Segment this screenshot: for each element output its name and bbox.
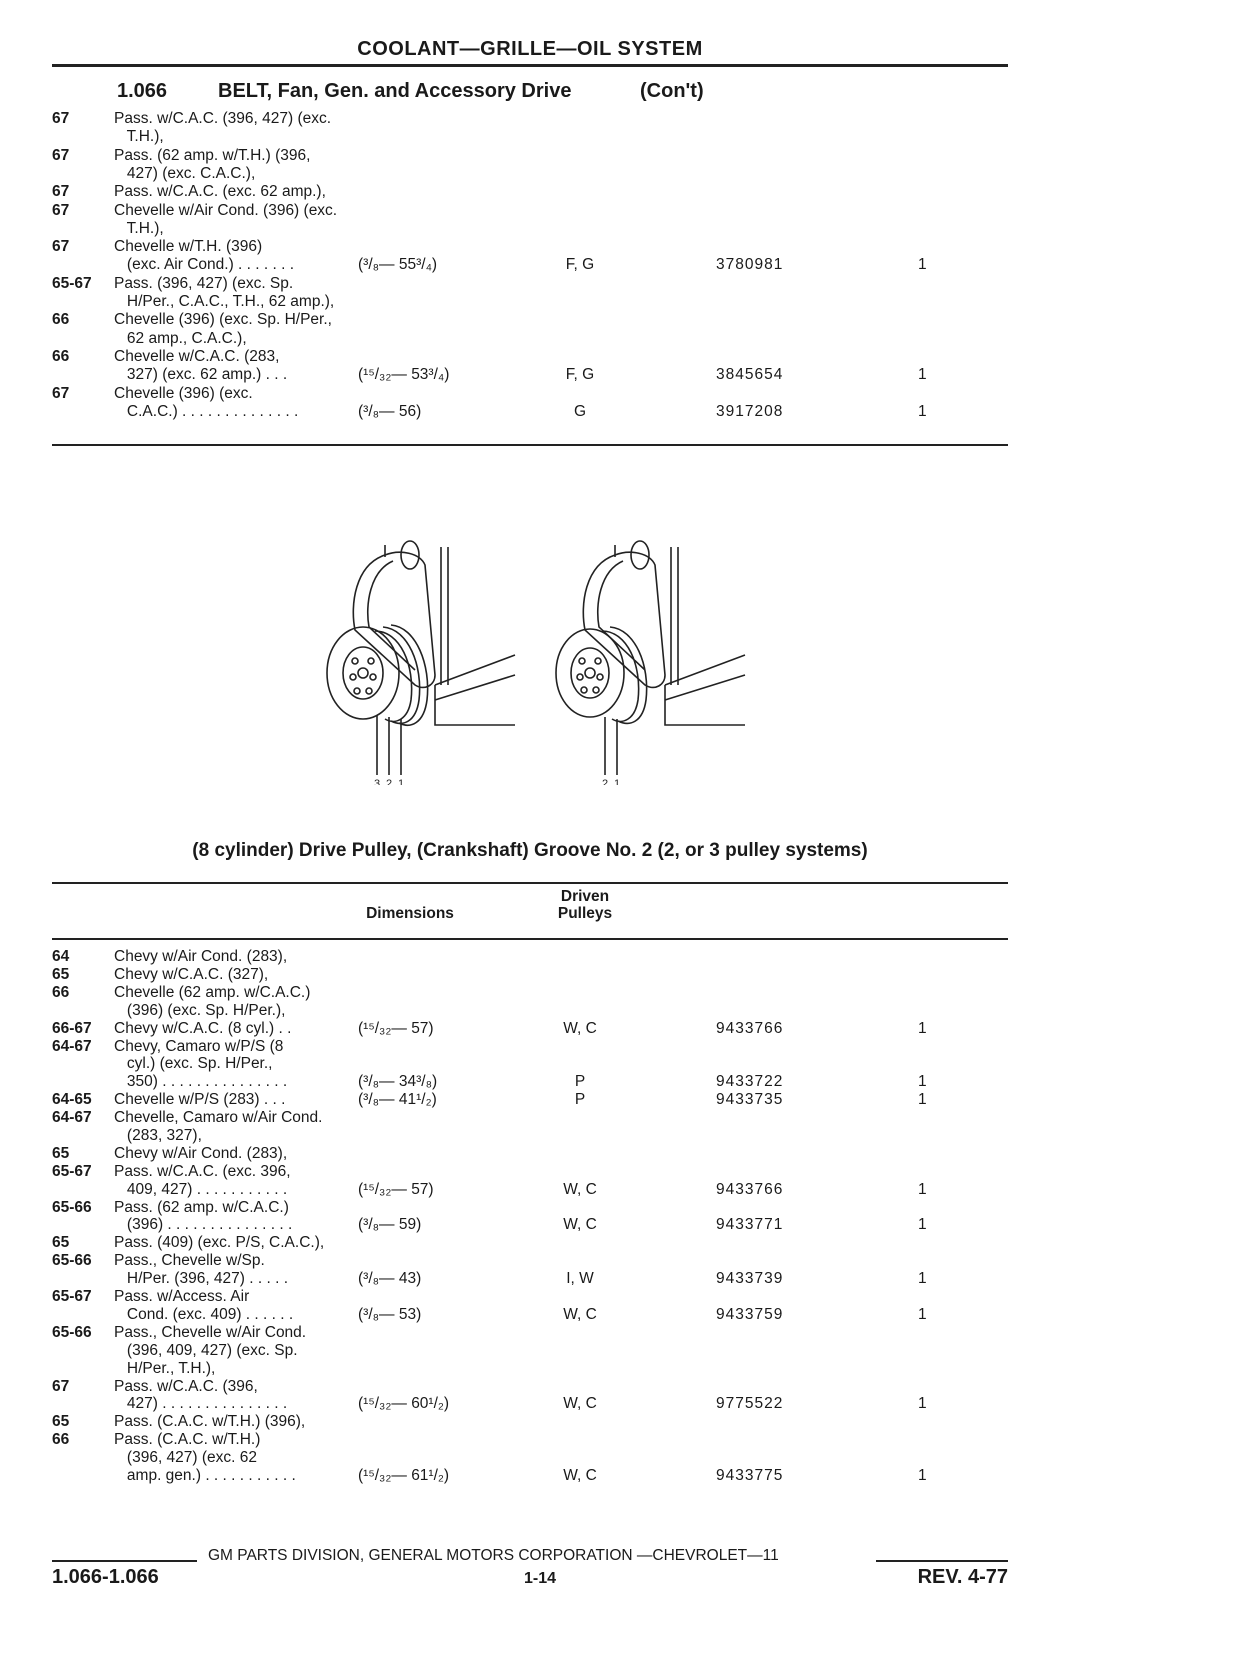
driven-pulleys: W, C [563, 1180, 597, 1198]
application-description: Pass. w/C.A.C. (exc. 396, [114, 1162, 291, 1180]
footer-rule-right [876, 1560, 1008, 1562]
application-description: Chevelle w/P/S (283) . . . [114, 1091, 286, 1109]
quantity: 1 [918, 1270, 927, 1288]
application-description: H/Per., C.A.C., T.H., 62 amp.), [114, 292, 335, 310]
two-pulley-drawing [556, 541, 745, 775]
model-year: 65-67 [52, 274, 92, 292]
driven-pulleys: W, C [563, 1019, 597, 1037]
model-year: 67 [52, 201, 70, 219]
application-description: 350) . . . . . . . . . . . . . . . [114, 1073, 288, 1091]
application-description: Pass. w/C.A.C. (396, 427) (exc. [114, 110, 332, 127]
column-header-dimensions: Dimensions [366, 905, 454, 922]
driven-pulleys: P [574, 1073, 586, 1091]
application-description: Chevy w/Air Cond. (283), [114, 1144, 288, 1162]
part-number: 9433766 [716, 1180, 784, 1198]
model-year: 66 [52, 1431, 70, 1449]
model-year: 64-65 [52, 1091, 92, 1109]
application-description: Pass. (C.A.C. w/T.H.) (396), [114, 1413, 306, 1431]
section-continued: (Con't) [640, 80, 704, 102]
dimensions: (¹⁵/₃₂— 57) [358, 1019, 434, 1037]
application-description: 427) . . . . . . . . . . . . . . . [114, 1395, 288, 1413]
model-year: 65-66 [52, 1323, 92, 1341]
part-number: 9775522 [716, 1395, 784, 1413]
application-description: Pass. (C.A.C. w/T.H.) [114, 1431, 261, 1449]
column-header-pulleys: Pulleys [557, 905, 613, 922]
part-number: 9433739 [716, 1270, 784, 1288]
quantity: 1 [918, 1180, 927, 1198]
application-description: Cond. (exc. 409) . . . . . . [114, 1305, 294, 1323]
application-description: C.A.C.) . . . . . . . . . . . . . . [114, 402, 299, 420]
dimensions: (³/₈— 53) [358, 1305, 422, 1323]
part-number: 3917208 [716, 402, 784, 420]
application-description: Chevelle (62 amp. w/C.A.C.) [114, 983, 311, 1001]
model-year: 65 [52, 965, 70, 983]
dimensions: (¹⁵/₃₂— 60¹/₂) [358, 1395, 450, 1413]
part-number: 3845654 [716, 366, 784, 384]
subsection-rule [52, 882, 1008, 884]
application-description: Chevelle w/C.A.C. (283, [114, 347, 280, 365]
quantity: 1 [918, 1216, 927, 1234]
part-number: 9433771 [716, 1216, 784, 1234]
quantity: 1 [918, 1305, 927, 1323]
model-year: 64 [52, 948, 70, 965]
column-header-rule [52, 938, 1008, 940]
driven-pulleys: F, G [565, 366, 595, 384]
fig-label: 1 [614, 778, 621, 785]
model-year: 64-67 [52, 1037, 92, 1055]
model-year: 65 [52, 1413, 70, 1431]
application-description: T.H.), [114, 128, 164, 146]
footer-division: GM PARTS DIVISION, GENERAL MOTORS CORPORATION —CHEVROLET—11 [208, 1547, 779, 1564]
part-number: 3780981 [716, 256, 784, 274]
application-description: cyl.) (exc. Sp. H/Per., [114, 1055, 273, 1073]
application-description: 427) (exc. C.A.C.), [114, 164, 256, 182]
model-year: 66 [52, 983, 70, 1001]
application-description: (396) (exc. Sp. H/Per.), [114, 1001, 286, 1019]
driven-pulleys: W, C [563, 1216, 597, 1234]
application-description: (396, 427) (exc. 62 [114, 1449, 258, 1467]
quantity: 1 [918, 1395, 927, 1413]
model-year: 66 [52, 311, 70, 329]
application-description: H/Per., T.H.), [114, 1359, 216, 1377]
part-number: 9433766 [716, 1019, 784, 1037]
application-description: T.H.), [114, 219, 164, 237]
driven-pulleys: I, W [566, 1270, 594, 1288]
application-description: (396, 409, 427) (exc. Sp. [114, 1341, 298, 1359]
footer-section-code: 1.066-1.066 [52, 1566, 159, 1588]
subsection-title: (8 cylinder) Drive Pulley, (Crankshaft) Groove No. 2 (2, or 3 pulley systems) [192, 840, 868, 861]
model-year: 65-67 [52, 1162, 92, 1180]
model-year: 67 [52, 146, 70, 164]
pulley-illustration [315, 535, 775, 790]
dimensions: (¹⁵/₃₂— 53³/₄) [358, 366, 450, 384]
application-description: (exc. Air Cond.) . . . . . . . [114, 256, 295, 274]
driven-pulleys: P [574, 1091, 586, 1109]
dimensions: (¹⁵/₃₂— 61¹/₂) [358, 1467, 450, 1485]
dimensions: (³/₈— 55³/₄) [358, 256, 438, 274]
dimensions: (³/₈— 56) [358, 402, 422, 420]
revision-label: REV. 4-77 [917, 1566, 1008, 1588]
part-number: 9433775 [716, 1467, 784, 1485]
fig-label: 1 [398, 778, 405, 785]
quantity: 1 [918, 402, 927, 420]
footer-rule-left [52, 1560, 197, 1562]
model-year: 65-66 [52, 1252, 92, 1270]
column-header-driven: Driven [560, 888, 610, 905]
application-description: Pass. w/C.A.C. (exc. 62 amp.), [114, 183, 326, 201]
application-description: Chevelle w/Air Cond. (396) (exc. [114, 201, 338, 219]
application-description: Pass. (62 amp. w/C.A.C.) [114, 1198, 289, 1216]
part-number: 9433722 [716, 1073, 784, 1091]
application-description: 409, 427) . . . . . . . . . . . [114, 1180, 288, 1198]
model-year: 67 [52, 238, 70, 256]
application-description: Chevy, Camaro w/P/S (8 [114, 1037, 284, 1055]
application-description: (396) . . . . . . . . . . . . . . . [114, 1216, 293, 1234]
application-description: Chevelle w/T.H. (396) [114, 238, 263, 256]
application-description: Pass. (409) (exc. P/S, C.A.C.), [114, 1234, 325, 1252]
model-year: 65-66 [52, 1198, 92, 1216]
dimensions: (³/₈— 34³/₈) [358, 1073, 438, 1091]
model-year: 66 [52, 347, 70, 365]
dimensions: (³/₈— 41¹/₂) [358, 1091, 437, 1109]
application-description: Pass., Chevelle w/Sp. [114, 1252, 265, 1270]
page-number: 1-14 [523, 1570, 557, 1587]
fig-label: 2 [602, 778, 609, 785]
page-title: COOLANT—GRILLE—OIL SYSTEM [357, 38, 703, 60]
application-description: 62 amp., C.A.C.), [114, 329, 247, 347]
model-year: 66-67 [52, 1019, 92, 1037]
driven-pulleys: W, C [563, 1395, 597, 1413]
application-description: Pass. (62 amp. w/T.H.) (396, [114, 146, 311, 164]
quantity: 1 [918, 1019, 927, 1037]
quantity: 1 [918, 1091, 927, 1109]
driven-pulleys: F, G [565, 256, 595, 274]
application-description: amp. gen.) . . . . . . . . . . . [114, 1467, 296, 1485]
quantity: 1 [918, 256, 927, 274]
model-year: 65-67 [52, 1288, 92, 1306]
application-description: Chevelle, Camaro w/Air Cond. [114, 1109, 323, 1127]
application-description: Pass. w/Access. Air [114, 1288, 250, 1306]
model-year: 65 [52, 1234, 70, 1252]
application-description: Pass. (396, 427) (exc. Sp. [114, 274, 294, 292]
part-number: 9433759 [716, 1305, 784, 1323]
table-end-rule [52, 444, 1008, 446]
fig-label: 2 [386, 778, 393, 785]
model-year: 65 [52, 1144, 70, 1162]
application-description: H/Per. (396, 427) . . . . . [114, 1270, 289, 1288]
application-description: Chevy w/C.A.C. (327), [114, 965, 269, 983]
driven-pulleys: W, C [563, 1305, 597, 1323]
application-description: 327) (exc. 62 amp.) . . . [114, 366, 288, 384]
fig-label: 3 [374, 778, 381, 785]
part-number: 9433735 [716, 1091, 784, 1109]
model-year: 67 [52, 110, 70, 127]
application-description: Chevelle (396) (exc. [114, 384, 253, 402]
application-description: Chevelle (396) (exc. Sp. H/Per., [114, 311, 332, 329]
model-year: 67 [52, 384, 70, 402]
application-description: Chevy w/C.A.C. (8 cyl.) . . [114, 1019, 292, 1037]
application-description: Pass., Chevelle w/Air Cond. [114, 1323, 307, 1341]
application-description: Chevy w/Air Cond. (283), [114, 948, 288, 965]
dimensions: (³/₈— 59) [358, 1216, 422, 1234]
quantity: 1 [918, 366, 927, 384]
figure-labels [374, 778, 620, 785]
dimensions: (³/₈— 43) [358, 1270, 422, 1288]
section-title: BELT, Fan, Gen. and Accessory Drive [218, 80, 572, 102]
quantity: 1 [918, 1073, 927, 1091]
header-rule [52, 64, 1008, 67]
three-pulley-drawing [327, 541, 515, 775]
driven-pulleys: G [573, 402, 587, 420]
section-number: 1.066 [117, 80, 168, 102]
model-year: 67 [52, 1377, 70, 1395]
quantity: 1 [918, 1467, 927, 1485]
dimensions: (¹⁵/₃₂— 57) [358, 1180, 434, 1198]
model-year: 67 [52, 183, 70, 201]
driven-pulleys: W, C [563, 1467, 597, 1485]
application-description: Pass. w/C.A.C. (396, [114, 1377, 258, 1395]
model-year: 64-67 [52, 1109, 92, 1127]
application-description: (283, 327), [114, 1126, 202, 1144]
pulley-diagram [315, 535, 775, 785]
